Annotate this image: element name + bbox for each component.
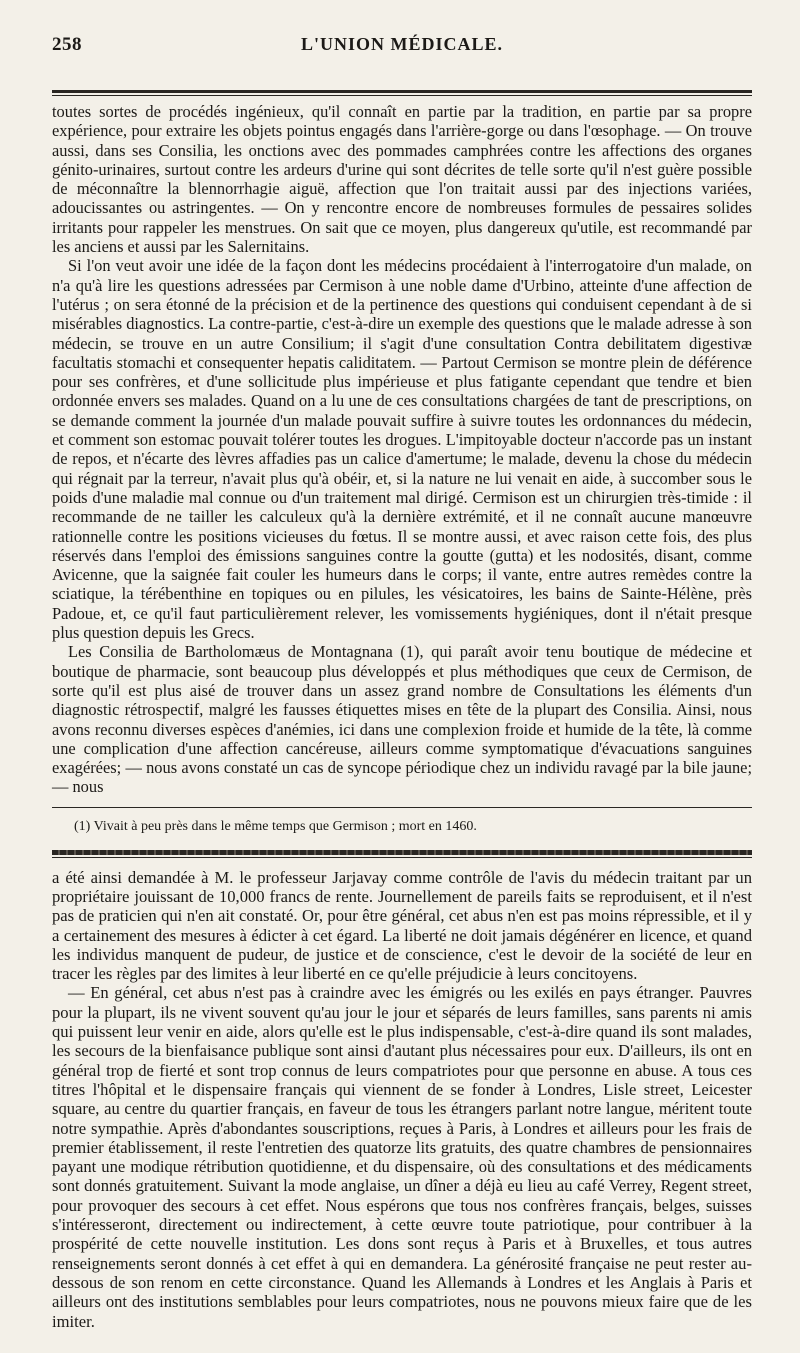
page-number: 258 — [52, 34, 82, 55]
paragraph: Si l'on veut avoir une idée de la façon dont les médecins procédaient à l'interrogatoire d'un malade, on n'a qu'à lire les questions adressées par Cermison à une noble dame d'Urbino, atteinte d'une affection de l'utérus ; on sera étonné de la précision et de la pertinence des questions qui conduisent cependant à de si misérables diagnostics. La contre-partie, c'est-à-dire un exemple des questions que le malade adresse à son médecin, se trouve en un autre Consilium; il s'agit d'une consultation Contra debilitatem digestivæ facultatis stomachi et consequenter hepatis caliditatem. — Partout Cermison se montre plein de déférence pour ses confrères, et d'une sollicitude plus impérieuse et plus fatigante cependant que tendre et bien ordonnée envers ses malades. Quand on a lu une de ces consultations chargées de tant de prescriptions, on se demande comment la journée d'un malade pouvait suffire à suivre toutes les ordonnances du médecin, et comment son estomac pouvait tolérer toutes les drogues. L'impitoyable docteur n'accorde pas un instant de repos, et n'écarte des lèvres affadies pas un calice d'amertume; le malade, devenu la chose du médecin qui régnait par la terreur, n'avait plus qu'à obéir, et, si la nature ne lui venait en aide, à succomber sous le poids d'une maladie mal connue ou d'un traitement mal dirigé. Cermison est un chirurgien très-timide : il recommande de ne tailler les calculeux qu'à la dernière extrémité, et il ne connaît aucune manœuvre rationnelle contre les positions vicieuses du fœtus. Il se montre aussi, et avec raison cette fois, des plus réservés dans l'emploi des émissions sanguines contre la goutte (gutta) et les nodosités, disant, comme Avicenne, que la saignée fait couler les humeurs dans le corps; il vante, entre autres remèdes contre la sciatique, la térébenthine en topiques ou en pilules, les vésicatoires, les bains de Sainte-Hélène, près Padoue, et, ce qu'il faut particulièrement relever, les vomissements hygiéniques, dont il n'était presque plus question depuis les Grecs. — [52, 256, 752, 643]
paragraph: toutes sortes de procédés ingénieux, qu'il connaît en partie par la tradition, en partie par sa propre expérience, pour extraire les objets pointus engagés dans l'arrière-gorge ou dans l'œsophage. — On trouve aussi, dans ses Consilia, les onctions avec des pommades camphrées contre les affections des organes génito-urinaires, surtout contre les ardeurs d'urine qui sont décrites de telle sorte qu'il n'est guère possible de méconnaître la blennorrhagie aiguë, affection que l'on traitait aussi par des injections variées, adoucissantes ou astringentes. — On y rencontre encore de nombreuses formules de pessaires solides irritants pour rappeler les menstrues. On sait que ce moyen, plus dangereux qu'utile, est recommandé par les anciens et aussi par les Salernitains. — [52, 102, 752, 257]
journal-title: L'UNION MÉDICALE. — [300, 34, 504, 54]
header-rule-thin — [52, 95, 752, 96]
footnote-rule — [52, 807, 752, 808]
paragraph: a été ainsi demandée à M. le professeur Jarjavay comme contrôle de l'avis du médecin traitant par un propriétaire jouissant de 10,000 francs de rente. Journellement de pareils faits se reproduisent, et il n'est pas de praticien qui n'en ait constaté. Or, pour être général, cet abus n'en est pas moins répressible, et il y a certainement des mesures à édicter à cet égard. La liberté ne doit jamais dégénérer en licence, et quand les individus manquent de pudeur, de justice et de conscience, c'est le devoir de la société de leur en tracer les règles par des limites à leur liberté en ce qu'elle préjudicie à leurs concitoyens. — [52, 867, 752, 984]
section-separator — [52, 850, 752, 855]
footnote: (1) Vivait à peu près dans le même temps que Germison ; mort en 1460. — [74, 818, 477, 834]
article-feuilleton — [52, 868, 752, 1331]
header-rule — [52, 90, 752, 93]
paragraph: Les Consilia de Bartholomæus de Montagnana (1), qui paraît avoir tenu boutique de médecine et boutique de pharmacie, sont beaucoup plus développés et plus méthodiques que ceux de Cermison, de sorte qu'il est plus aisé de trouver dans un assez grand nombre de Consultations les éléments d'un diagnostic rétrospectif, malgré les fausses étiquettes mises en tête de la plupart des Consilia. Ainsi, nous avons reconnu diverses espèces d'anémies, ici dans une complexion froide et humide de la tête, là comme une complication d'une affection cancéreuse, ailleurs comme symptomatique d'évacuations sanguines exagérées; — nous avons constaté un cas de syncope périodique chez un individu ravagé par la bile jaune; — nous — [52, 642, 752, 797]
running-header — [52, 26, 752, 56]
section-separator-thin — [52, 857, 752, 858]
paragraph: — En général, cet abus n'est pas à craindre avec les émigrés ou les exilés en pays étranger. Pauvres pour la plupart, ils ne vivent souvent qu'au jour le jour et séparés de leurs familles, sans parents ni amis qui puissent leur venir en aide, alors qu'elle est le plus indispensable, c'est-à-dire quand ils sont malades, les secours de la bienfaisance publique sont ainsi d'autant plus nécessaires pour eux. D'ailleurs, ils ont en général trop de fierté et sont trop connus de leurs compatriotes pour que personne en abuse. A tous ces titres l'hôpital et le dispensaire français qui viennent de se fonder à Londres, Lisle street, Leicester square, au centre du quartier français, en faveur de tous les étrangers parlant notre langue, méritent toute notre sympathie. Après d'abondantes souscriptions, reçues à Paris, à Londres et ailleurs pour les frais de premier établissement, il reste l'entretien des quatorze lits gratuits, des quatre chambres de pensionnaires payant une modique rétribution quotidienne, et du dispensaire, où des consultations et des médicaments sont donnés gratuitement. Suivant la mode anglaise, un dîner a déjà eu lieu au café Verrey, Regent street, pour provoquer des secours à cet effet. Nous espérons que tous nos confrères français, belges, suisses s'intéresseront, directement ou indirectement, à cette œuvre toute patriotique, pour contribuer à la prospérité de cette nouvelle institution. Les dons sont reçus à Paris et à Bruxelles, et tous autres renseignements seront donnés à cet effet à qui en demandera. La générosité française ne peut rester au-dessous de son renom en cette circonstance. Quand les Allemands à Londres et les Anglais à Paris et ailleurs ont des institutions semblables pour leurs compatriotes, nous ne pouvons mieux faire que de les imiter. — [52, 983, 752, 1331]
article-consilia — [52, 102, 752, 836]
